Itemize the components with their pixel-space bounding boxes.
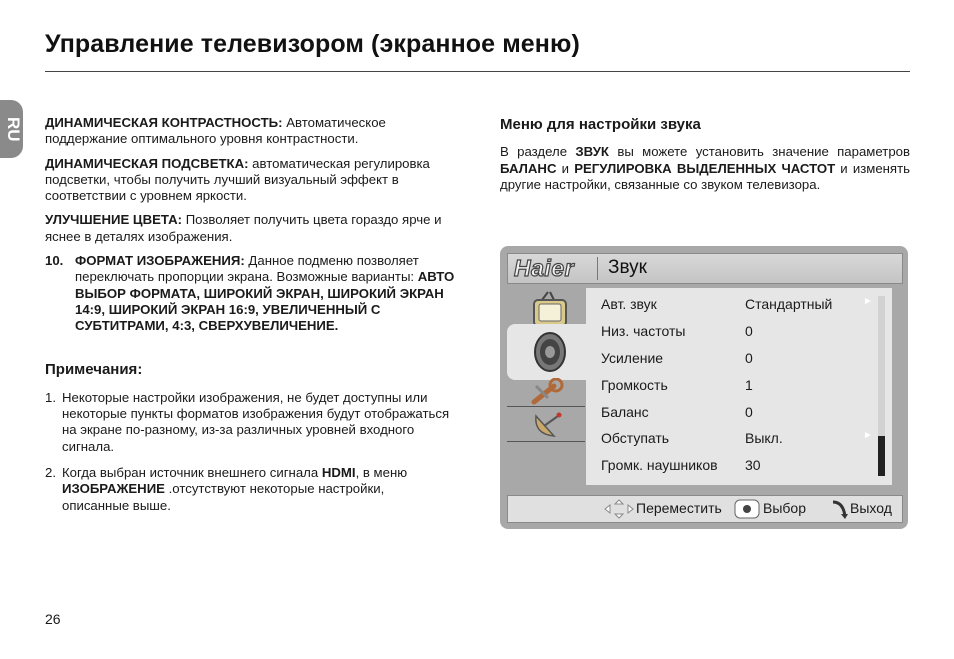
satellite-dish-icon[interactable] [530,410,566,440]
speaker-icon[interactable] [530,330,570,374]
haier-logo: Haier [514,255,575,281]
paragraph-dynamic-contrast [45,115,455,148]
sidebar-divider [507,441,585,442]
picture-format-number: 10. [45,253,64,269]
osd-footer [507,495,903,523]
note-1-number: 1. [45,389,56,405]
tv-osd-menu [500,246,908,529]
osd-row-value: 1 [745,377,753,393]
desc-text-1: В разделе [500,144,576,160]
osd-row-value: Стандартный [745,296,833,312]
tools-icon[interactable] [530,378,566,406]
dynamic-contrast-text: Автоматическое поддержание оптимального уровня контрастности. [45,115,386,147]
desc-text-7: и изменять другие настройки, связанные со звуком телевизора. [500,160,910,192]
sidebar-divider [507,406,585,407]
page-number: 26 [45,611,61,627]
dynamic-backlight-label: ДИНАМИЧЕСКАЯ ПОДСВЕТКА: [45,155,249,171]
arrow-right-icon: ► [863,430,873,441]
sound-menu-description [500,144,910,193]
osd-menu-row[interactable] [601,372,881,399]
osd-menu-row[interactable] [601,318,881,345]
dynamic-backlight-text: автоматическая регулировка подсветки, чтобы получить лучший визуальный эффект в соответствии с уровнем яркости. [45,155,430,204]
dynamic-contrast-label: ДИНАМИЧЕСКАЯ КОНТРАСТНОСТЬ: [45,115,283,130]
note-1-text: Некоторые настройки изображения, не будет доступны или некоторые пункты форматов изображения будут отображаться на экране по-разному, из-за различных уровней входного сигнала. [62,389,450,454]
desc-eq: РЕГУЛИРОВКА ВЫДЕЛЕННЫХ ЧАСТОТ [574,160,836,176]
footer-select-label: Выбор [763,500,806,516]
desc-balance: БАЛАНС [500,160,557,176]
osd-menu-row[interactable] [601,345,881,372]
navigate-arrows-icon [604,499,634,519]
note-2-body [62,465,455,514]
note-1 [45,390,455,455]
osd-row-label: Баланс [601,404,649,420]
osd-menu-row[interactable] [601,452,881,479]
picture-format-options: АВТО ВЫБОР ФОРМАТА, ШИРОКИЙ ЭКРАН, ШИРОКИЙ ЭКРАН 14:9, ШИРОКИЙ ЭКРАН 16:9, УВЕЛИЧЕННЫЙ С СУБТИТРАМИ, 4:3, СВЕРХУВЕЛИЧЕНИЕ. [75,269,455,334]
osd-row-value: 0 [745,323,753,339]
picture-format-body [75,253,455,334]
paragraph-dynamic-backlight [45,156,455,205]
language-tab-label: RU [4,117,23,142]
right-column [500,117,910,193]
sound-menu-heading: Меню для настройки звука [500,116,701,133]
osd-row-label: Усиление [601,350,664,366]
footer-move-label: Переместить [636,500,722,516]
osd-header [507,253,903,284]
osd-row-label: Обступать [601,430,670,446]
language-tab [0,100,23,158]
osd-row-label: Низ. частоты [601,323,686,339]
page-title: Управление телевизором (экранное меню) [45,30,580,58]
note-2-number: 2. [45,465,56,481]
osd-row-label: Громк. наушников [601,457,718,473]
osd-scrollbar-thumb[interactable] [878,436,885,476]
picture-format-text: Данное подменю позволяет переключать пропорции экрана. Возможные варианты: [75,253,419,285]
note-2 [45,465,455,514]
color-enhance-text: Позволяет получить цвета гораздо ярче и яснее в деталях изображения. [45,212,442,244]
osd-menu-row[interactable] [601,425,881,452]
exit-icon [831,498,849,520]
note-2-picture: ИЗОБРАЖЕНИЕ [62,481,165,497]
desc-text-5: и [556,160,575,176]
note-2-text-a: Когда выбран источник внешнего сигнала [62,465,322,481]
note-2-hdmi: HDMI [321,465,356,481]
osd-row-value: 30 [745,457,761,473]
footer-exit-label: Выход [850,500,892,516]
arrow-right-icon: ► [863,296,873,307]
osd-title: Звук [608,257,647,278]
osd-menu-row[interactable] [601,399,881,426]
note-2-text-c: , в меню [355,465,408,481]
note-2-text-e: .отсутствуют некоторые настройки, описанные выше. [62,481,385,513]
osd-row-value: Выкл. [745,430,783,446]
header-separator [597,257,598,280]
picture-format-item [45,253,455,334]
osd-row-label: Громкость [601,377,668,393]
color-enhance-label: УЛУЧШЕНИЕ ЦВЕТА: [45,212,183,228]
osd-row-value: 0 [745,350,753,366]
desc-sound: ЗВУК [575,144,609,160]
desc-text-3: вы можете установить значение параметров [608,144,910,160]
picture-format-label: ФОРМАТ ИЗОБРАЖЕНИЯ: [75,253,245,269]
osd-menu-row[interactable] [601,291,881,318]
osd-row-value: 0 [745,404,753,420]
notes-heading: Примечания: [45,360,143,378]
title-divider [45,71,910,72]
osd-row-label: Авт. звук [601,296,657,312]
left-column [45,115,455,524]
ok-button-icon [734,499,760,519]
paragraph-color-enhance [45,212,455,245]
